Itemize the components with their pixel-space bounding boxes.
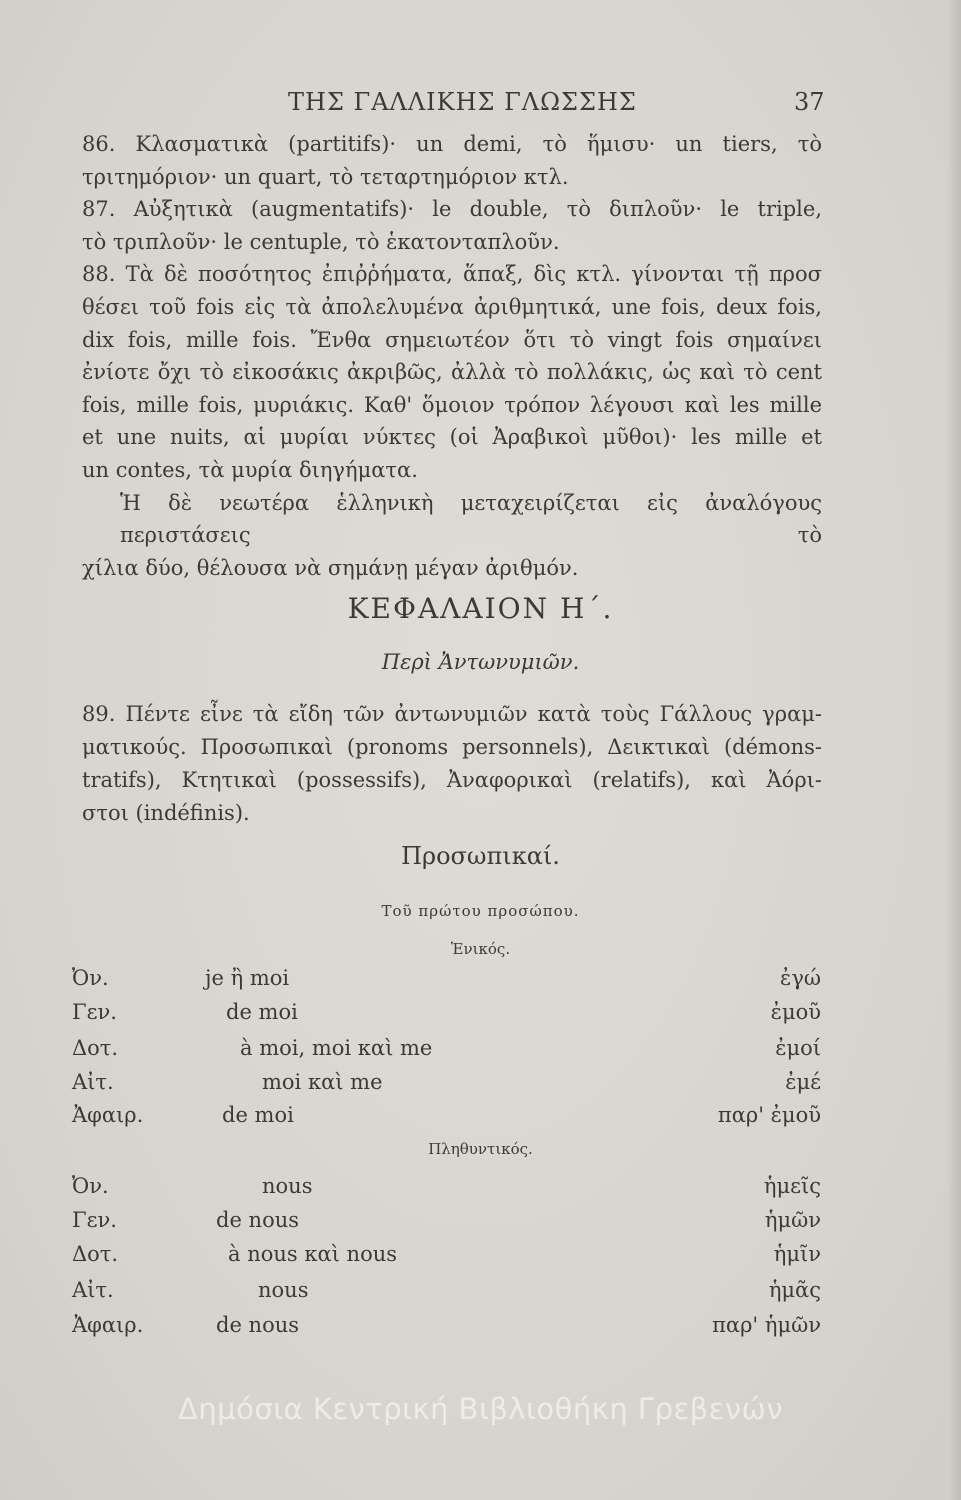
case-label: Ὀν. bbox=[72, 966, 109, 990]
text-line: 89. Πέντε εἶνε τὰ εἴδη τῶν ἀντωνυμιῶν κατὰ τοὺς Γάλλους γραμ- bbox=[82, 702, 822, 726]
table-row bbox=[0, 1103, 961, 1135]
text-line: Ἡ δὲ νεωτέρα ἑλληνικὴ μεταχειρίζεται εἰς ἀναλόγους περιστάσεις τὸ bbox=[120, 490, 822, 548]
page-header bbox=[0, 82, 961, 122]
text-line: dix fois, mille fois. Ἔνθα σημειωτέον ὅτι τὸ vingt fois σημαίνει bbox=[82, 327, 822, 352]
case-label: Δοτ. bbox=[72, 1036, 119, 1060]
greek-form: παρ' ἐμοῦ bbox=[717, 1103, 821, 1127]
case-label: Ἀφαιρ. bbox=[72, 1103, 144, 1127]
french-form: à nous καὶ nous bbox=[228, 1242, 398, 1266]
text-line: et une nuits, αἱ μυρίαι νύκτες (οἱ Ἀραβικοὶ μῦθοι)· les mille et bbox=[82, 425, 822, 450]
paragraph-note bbox=[82, 487, 822, 585]
text-line: τριτημόριον· un quart, τὸ τεταρτημόριον κτλ. bbox=[82, 164, 569, 189]
paragraph-88 bbox=[82, 258, 822, 486]
text-line: χίλια δύο, θέλουσα νὰ σημάνῃ μέγαν ἀριθμόν. bbox=[82, 555, 579, 580]
french-form: moi καὶ me bbox=[262, 1070, 383, 1094]
greek-form: παρ' ἡμῶν bbox=[712, 1313, 821, 1337]
text-line: τὸ τριπλοῦν· le centuple, τὸ ἑκατονταπλοῦν. bbox=[82, 229, 560, 254]
paragraph-87 bbox=[82, 193, 822, 258]
case-label: Ἀφαιρ. bbox=[72, 1313, 144, 1337]
case-label: Ὀν. bbox=[72, 1174, 109, 1198]
french-form: à moi, moi καὶ me bbox=[240, 1036, 433, 1060]
table-row bbox=[0, 1278, 961, 1310]
greek-form: ἡμᾶς bbox=[768, 1278, 821, 1302]
text-line: ἐνίοτε ὄχι τὸ εἰκοσάκις ἀκριβῶς, ἀλλὰ τὸ πολλάκις, ὡς καὶ τὸ cent bbox=[82, 360, 822, 385]
library-watermark: Δημόσια Κεντρική Βιβλιοθήκη Γρεβενών bbox=[177, 1392, 784, 1426]
text-line: 86. Κλασματικὰ (partitifs)· un demi, τὸ ἥμισυ· un tiers, τὸ bbox=[82, 132, 822, 156]
table-row bbox=[0, 1000, 961, 1032]
greek-form: ἐμοί bbox=[775, 1036, 821, 1060]
text-line: ματικούς. Προσωπικαὶ (pronoms personnels), Δεικτικαὶ (démons- bbox=[82, 735, 822, 759]
text-line: 87. Αὐξητικὰ (augmentatifs)· le double, τὸ διπλοῦν· le triple, bbox=[82, 197, 822, 222]
case-label: Αἰτ. bbox=[72, 1070, 114, 1094]
chapter-title: ΚΕΦΑΛΑΙΟΝ Η΄. bbox=[347, 592, 614, 625]
body-text bbox=[82, 128, 822, 584]
greek-form: ἐμοῦ bbox=[770, 1000, 821, 1024]
text-line: fois, mille fois, μυριάκις. Καθ' ὅμοιον τρόπον λέγουσι καὶ les mille bbox=[82, 392, 822, 417]
table-row bbox=[0, 1313, 961, 1345]
text-line: θέσει τοῦ fois εἰς τὰ ἀπολελυμένα ἀριθμητικά, une fois, deux fois, bbox=[82, 294, 822, 319]
text-line: στοι (indéfinis). bbox=[82, 801, 250, 825]
greek-form: ἡμεῖς bbox=[763, 1174, 821, 1198]
case-label: Δοτ. bbox=[72, 1242, 119, 1266]
text-line: tratifs), Κτητικαὶ (possessifs), Ἀναφορικαὶ (relatifs), καὶ Ἀόρι- bbox=[82, 768, 822, 792]
page-number: 37 bbox=[794, 88, 825, 116]
singular-heading: Ἑνικός. bbox=[450, 940, 511, 958]
case-label: Γεν. bbox=[72, 1208, 117, 1232]
chapter-subtitle: Περὶ Ἀντωνυμιῶν. bbox=[381, 650, 580, 674]
french-form: de nous bbox=[216, 1208, 300, 1232]
table-row bbox=[0, 1036, 961, 1068]
greek-form: ἡμῖν bbox=[773, 1242, 821, 1266]
french-form: de moi bbox=[226, 1000, 298, 1024]
first-person-heading: Τοῦ πρώτου προσώπου. bbox=[381, 902, 580, 920]
pronouns-heading: Προσωπικαί. bbox=[401, 842, 560, 870]
table-row bbox=[0, 1242, 961, 1274]
french-form: nous bbox=[262, 1174, 313, 1198]
running-title: ΤΗΣ ΓΑΛΛΙΚΗΣ ΓΛΩΣΣΗΣ bbox=[288, 88, 637, 116]
case-label: Γεν. bbox=[72, 1000, 117, 1024]
greek-form: ἐγώ bbox=[780, 966, 821, 990]
text-line: 88. Τὰ δὲ ποσότητος ἐπιῤῥήματα, ἅπαξ, δὶς κτλ. γίνονται τῇ προσ bbox=[82, 262, 822, 287]
text-line: un contes, τὰ μυρία διηγήματα. bbox=[82, 457, 418, 482]
french-form: nous bbox=[258, 1278, 309, 1302]
french-form: de moi bbox=[222, 1103, 294, 1127]
case-label: Αἰτ. bbox=[72, 1278, 114, 1302]
table-row bbox=[0, 1174, 961, 1206]
table-row bbox=[0, 966, 961, 998]
plural-heading: Πληθυντικός. bbox=[428, 1140, 533, 1158]
french-form: de nous bbox=[216, 1313, 300, 1337]
table-row bbox=[0, 1070, 961, 1102]
scan-edge-shadow bbox=[947, 0, 961, 1500]
table-row bbox=[0, 1208, 961, 1240]
french-form: je ἢ moi bbox=[205, 966, 290, 990]
paragraph-86 bbox=[82, 128, 822, 193]
greek-form: ἐμέ bbox=[785, 1070, 821, 1094]
greek-form: ἡμῶν bbox=[764, 1208, 821, 1232]
paragraph-89 bbox=[82, 698, 822, 830]
